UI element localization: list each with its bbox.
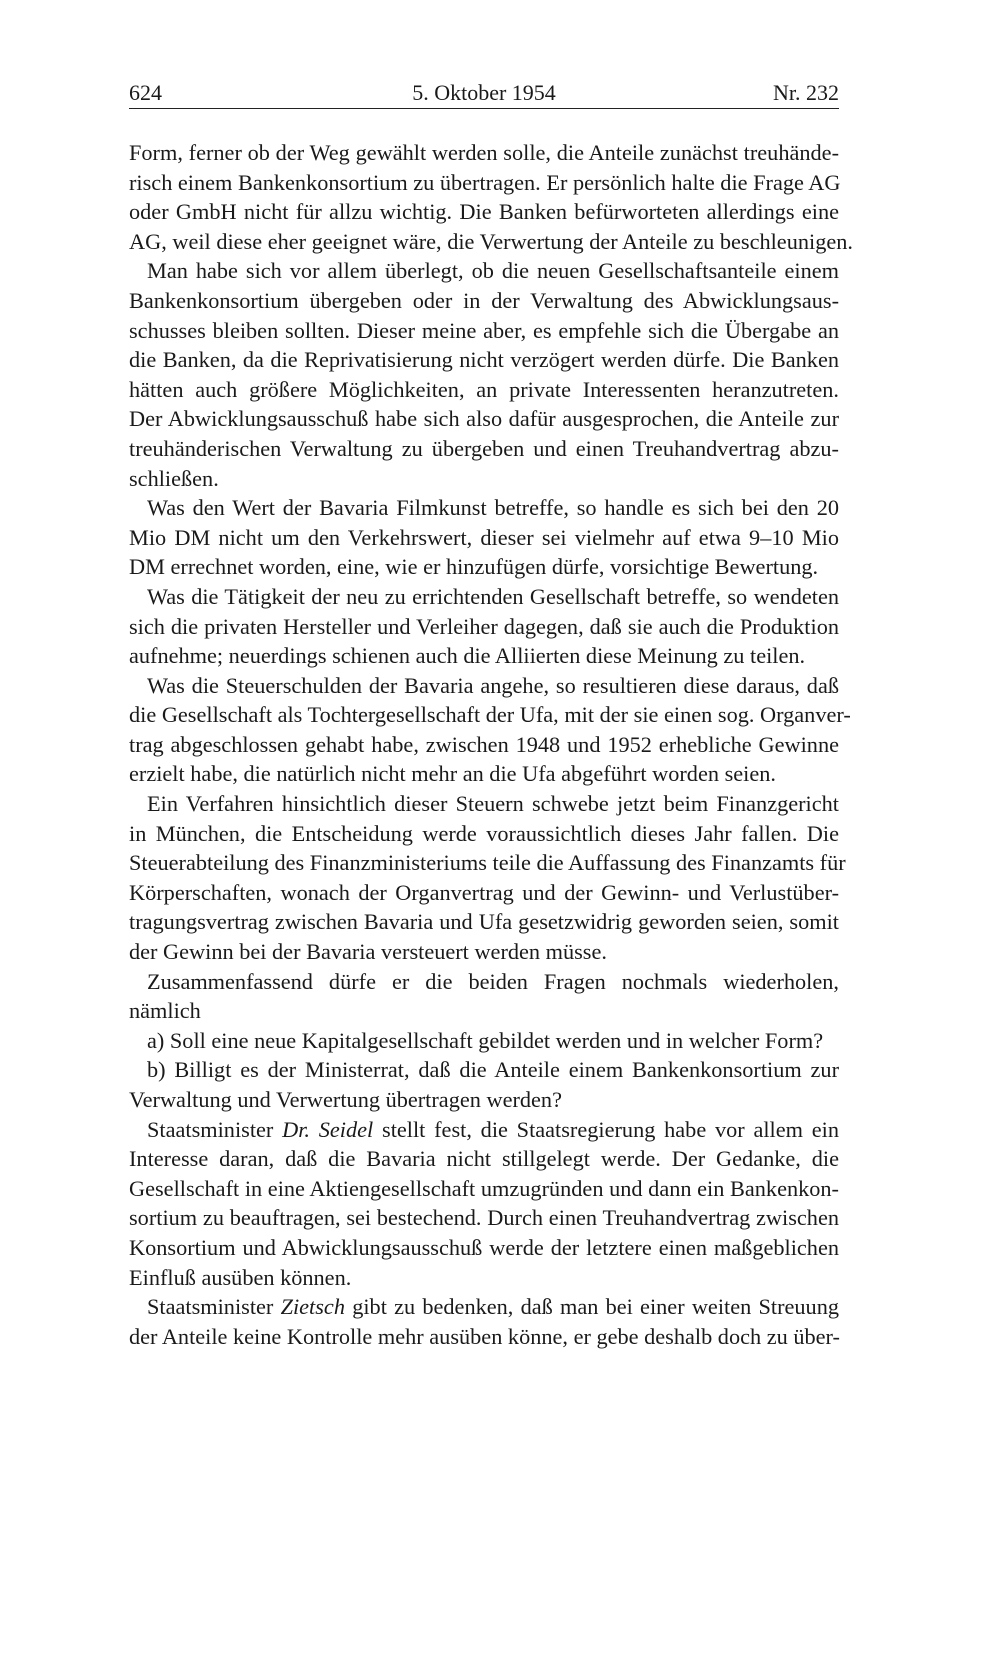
text-line: oder GmbH nicht für allzu wichtig. Die Banken befürworteten allerdings eine <box>129 199 839 225</box>
text-fragment: stellt fest, die Staatsregierung habe vor allem ein <box>373 1116 839 1142</box>
speaker-title: Staatsminister <box>147 1116 283 1142</box>
speaker-name: Dr. Seidel <box>282 1116 374 1142</box>
text-line: Der Abwicklungsausschuß habe sich also dafür ausgesprochen, die Anteile zur <box>129 406 839 432</box>
text-line: Interesse daran, daß die Bavaria nicht stillgelegt werde. Der Gedanke, die <box>129 1146 839 1172</box>
text-line: risch einem Bankenkonsortium zu übertragen. Er persönlich halte die Frage AG <box>129 169 841 195</box>
text-line: Ein Verfahren hinsichtlich dieser Steuern schwebe jetzt beim Finanzgericht <box>147 791 839 817</box>
text-line: Was die Steuerschulden der Bavaria angehe, so resultieren diese daraus, daß <box>147 672 839 698</box>
text-line: der Anteile keine Kontrolle mehr ausüben könne, er gebe deshalb doch zu über- <box>129 1323 840 1349</box>
text-line: Steuerabteilung des Finanzministeriums teile die Auffassung des Finanzamts für <box>129 850 846 876</box>
text-line: Konsortium und Abwicklungsausschuß werde der letztere einen maßgeblichen <box>129 1234 839 1260</box>
text-line: die Banken, da die Reprivatisierung nicht verzögert werden dürfe. Die Banken <box>129 347 839 373</box>
paragraph-zietsch <box>129 1292 839 1351</box>
running-header <box>129 80 839 110</box>
text-line: Zusammenfassend dürfe er die beiden Fragen nochmals wiederholen, <box>147 968 839 994</box>
text-line: trag abgeschlossen gehabt habe, zwischen 1948 und 1952 erhebliche Gewinne <box>129 731 839 757</box>
text-line: treuhänderischen Verwaltung zu übergeben und einen Treuhandvertrag abzu- <box>129 435 839 461</box>
text-line: Einfluß ausüben können. <box>129 1264 352 1290</box>
text-line: sortium zu beauftragen, sei bestechend. Durch einen Treuhandvertrag zwischen <box>129 1205 839 1231</box>
text-line: Gesellschaft in eine Aktiengesellschaft umzugründen und dann ein Bankenkon- <box>129 1175 839 1201</box>
text-line: tragungsvertrag zwischen Bavaria und Ufa gesetzwidrig geworden seien, somit <box>129 909 839 935</box>
text-fragment: gibt zu bedenken, daß man bei einer weiten Streuung <box>344 1294 839 1320</box>
text-line: Bankenkonsortium übergeben oder in der Verwaltung des Abwicklungsaus- <box>129 287 839 313</box>
paragraph-seidel <box>129 1115 839 1293</box>
text-line: in München, die Entscheidung werde voraussichtlich dieses Jahr fallen. Die <box>129 820 839 846</box>
text-line: sich die privaten Hersteller und Verleiher dagegen, daß sie auch die Produktion <box>129 613 839 639</box>
text-line: Was die Tätigkeit der neu zu errichtenden Gesellschaft betreffe, so wendeten <box>147 583 839 609</box>
paragraph <box>129 582 839 671</box>
text-line: Man habe sich vor allem überlegt, ob die neuen Gesellschaftsanteile einem <box>147 258 839 284</box>
question-a <box>129 1026 839 1056</box>
text-line: a) Soll eine neue Kapitalgesellschaft gebildet werden und in welcher Form? <box>147 1027 824 1053</box>
speaker-title: Staatsminister <box>147 1294 281 1320</box>
paragraph <box>129 967 839 1026</box>
text-line: nämlich <box>129 998 201 1024</box>
text-line: Form, ferner ob der Weg gewählt werden solle, die Anteile zunächst treuhände- <box>129 140 839 165</box>
speaker-name: Zietsch <box>280 1294 345 1320</box>
text-line <box>129 1115 839 1145</box>
text-line: Körperschaften, wonach der Organvertrag und der Gewinn- und Verlustüber- <box>129 879 839 905</box>
paragraph <box>129 138 853 256</box>
text-line: Was den Wert der Bavaria Filmkunst betreffe, so handle es sich bei den 20 <box>147 495 839 521</box>
document-number: Nr. 232 <box>773 80 839 105</box>
header-date: 5. Oktober 1954 <box>412 80 556 105</box>
text-line: hätten auch größere Möglichkeiten, an private Interessenten heranzutreten. <box>129 376 839 402</box>
paragraph <box>129 493 839 582</box>
text-line: schließen. <box>129 465 219 491</box>
body-text <box>129 138 853 1351</box>
text-line: der Gewinn bei der Bavaria versteuert werden müsse. <box>129 939 607 965</box>
page-number: 624 <box>129 80 162 105</box>
text-line: AG, weil diese eher geeignet wäre, die Verwertung der Anteile zu beschleunigen. <box>129 228 853 254</box>
paragraph <box>129 671 851 789</box>
text-line: erzielt habe, die natürlich nicht mehr an die Ufa abgeführt worden seien. <box>129 761 776 787</box>
text-line: schusses bleiben sollten. Dieser meine aber, es empfehle sich die Übergabe an <box>129 317 839 343</box>
question-b <box>129 1055 839 1114</box>
text-line: DM errechnet worden, eine, wie er hinzufügen dürfe, vorsichtige Bewertung. <box>129 554 819 580</box>
text-line: die Gesellschaft als Tochtergesellschaft der Ufa, mit der sie einen sog. Organver- <box>129 702 851 728</box>
text-line: aufnehme; neuerdings schienen auch die Alliierten diese Meinung zu teilen. <box>129 643 806 669</box>
text-line: Mio DM nicht um den Verkehrswert, dieser sei vielmehr auf etwa 9–10 Mio <box>129 524 839 550</box>
text-line: b) Billigt es der Ministerrat, daß die Anteile einem Bankenkonsortium zur <box>147 1057 839 1083</box>
paragraph <box>129 256 839 493</box>
paragraph <box>129 789 846 967</box>
text-line: Verwaltung und Verwertung übertragen werden? <box>129 1087 562 1112</box>
header-rule <box>129 108 839 109</box>
text-line <box>129 1292 839 1322</box>
